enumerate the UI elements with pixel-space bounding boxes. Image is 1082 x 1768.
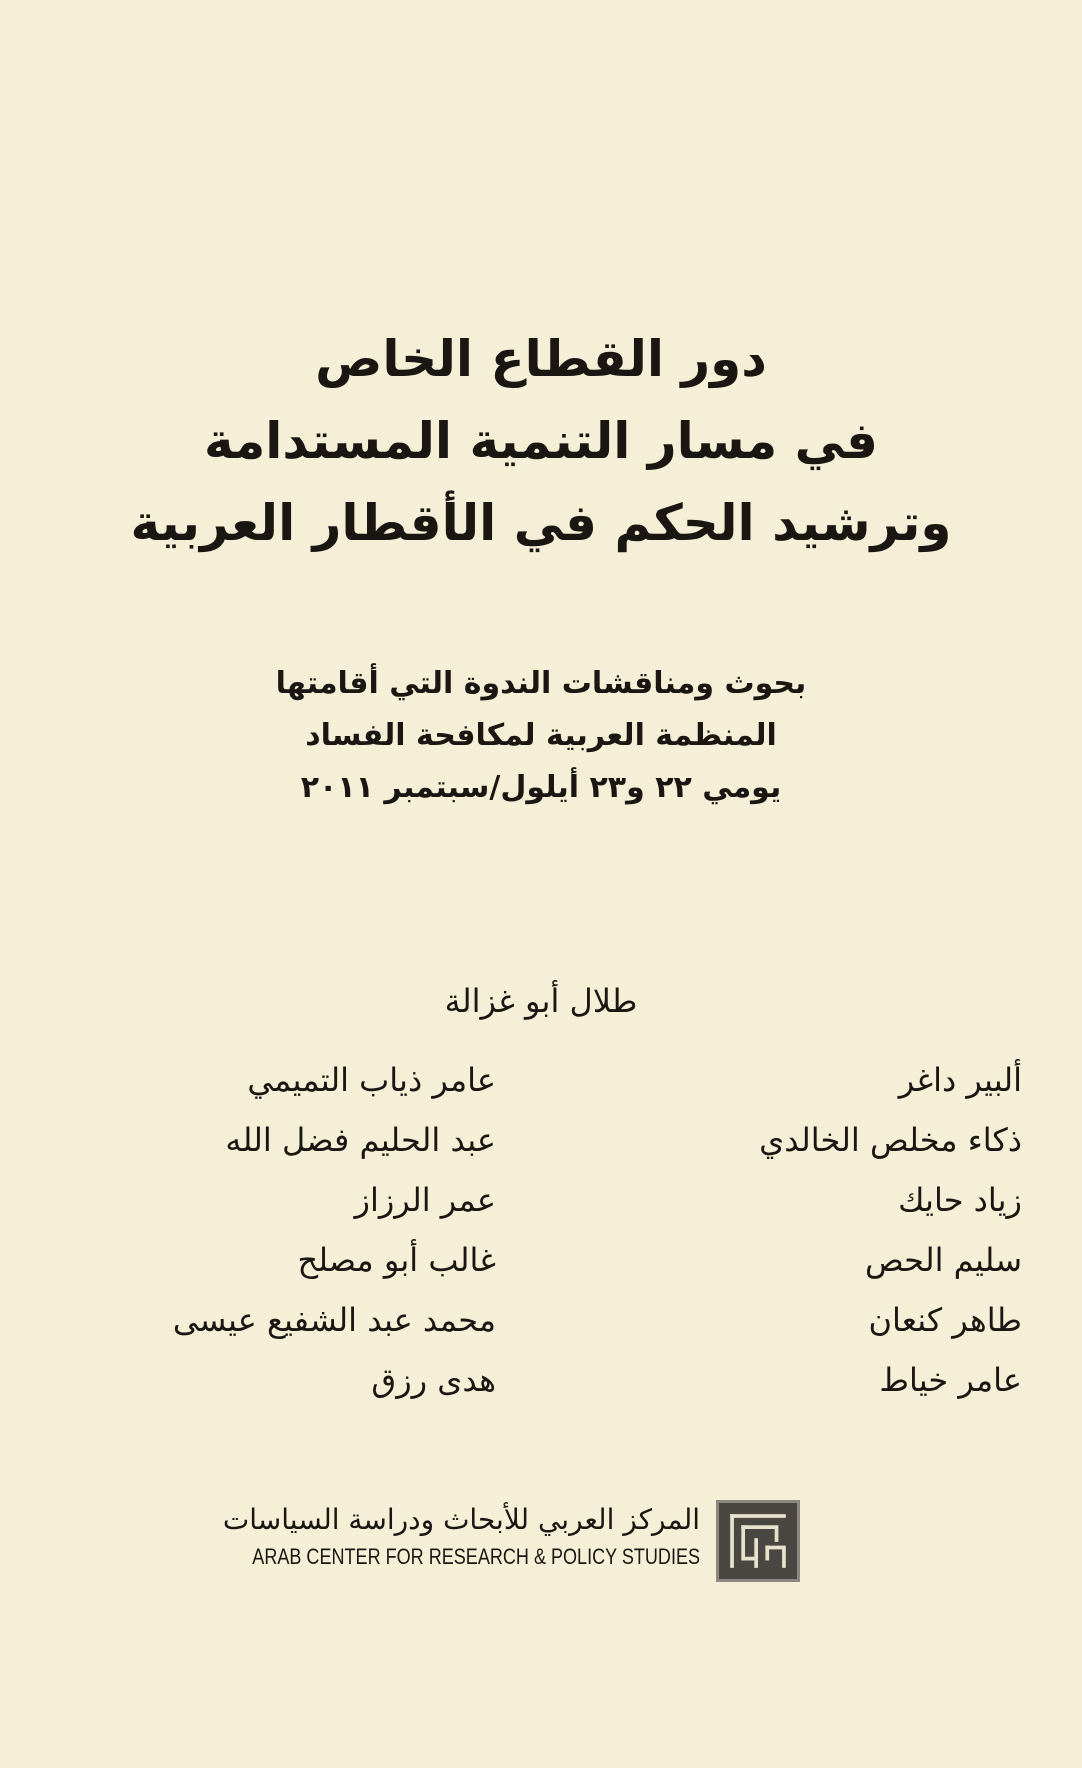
author-name: عمر الرزاز (354, 1181, 496, 1219)
subtitle-line-1: بحوث ومناقشات الندوة التي أقامتها (275, 666, 807, 701)
title-line-1: دور القطاع الخاص (315, 330, 767, 388)
author-name: غالب أبو مصلح (297, 1241, 496, 1279)
book-subtitle (0, 658, 1082, 814)
title-line-3: وترشيد الحكم في الأقطار العربية (130, 494, 952, 552)
author-name: عبد الحليم فضل الله (225, 1121, 496, 1159)
author-name: ذكاء مخلص الخالدي (759, 1121, 1022, 1159)
author-name: ألبير داغر (898, 1061, 1022, 1099)
publisher-name-arabic: المركز العربي للأبحاث ودراسة السياسات (222, 1503, 700, 1536)
author-name: هدى رزق (371, 1361, 496, 1399)
subtitle-line-2: المنظمة العربية لمكافحة الفساد (305, 718, 777, 753)
authors-list (70, 1050, 1022, 1410)
editor-name: طلال أبو غزالة (444, 982, 638, 1020)
author-name: محمد عبد الشفيع عيسى (172, 1301, 496, 1339)
publisher-logo (222, 1498, 800, 1586)
publisher-emblem-icon (716, 1500, 800, 1582)
author-name: طاهر كنعان (868, 1301, 1022, 1339)
subtitle-line-3: يومي ٢٢ و٢٣ أيلول/سبتمبر ٢٠١١ (300, 770, 782, 805)
publisher-name-english: ARAB CENTER FOR RESEARCH & POLICY STUDIES (252, 1544, 700, 1569)
author-name: زياد حايك (898, 1181, 1022, 1219)
book-title (0, 318, 1082, 564)
author-name: سليم الحص (864, 1241, 1022, 1279)
title-line-2: في مسار التنمية المستدامة (204, 412, 878, 470)
author-name: عامر خياط (879, 1361, 1022, 1399)
author-name: عامر ذياب التميمي (247, 1061, 496, 1099)
